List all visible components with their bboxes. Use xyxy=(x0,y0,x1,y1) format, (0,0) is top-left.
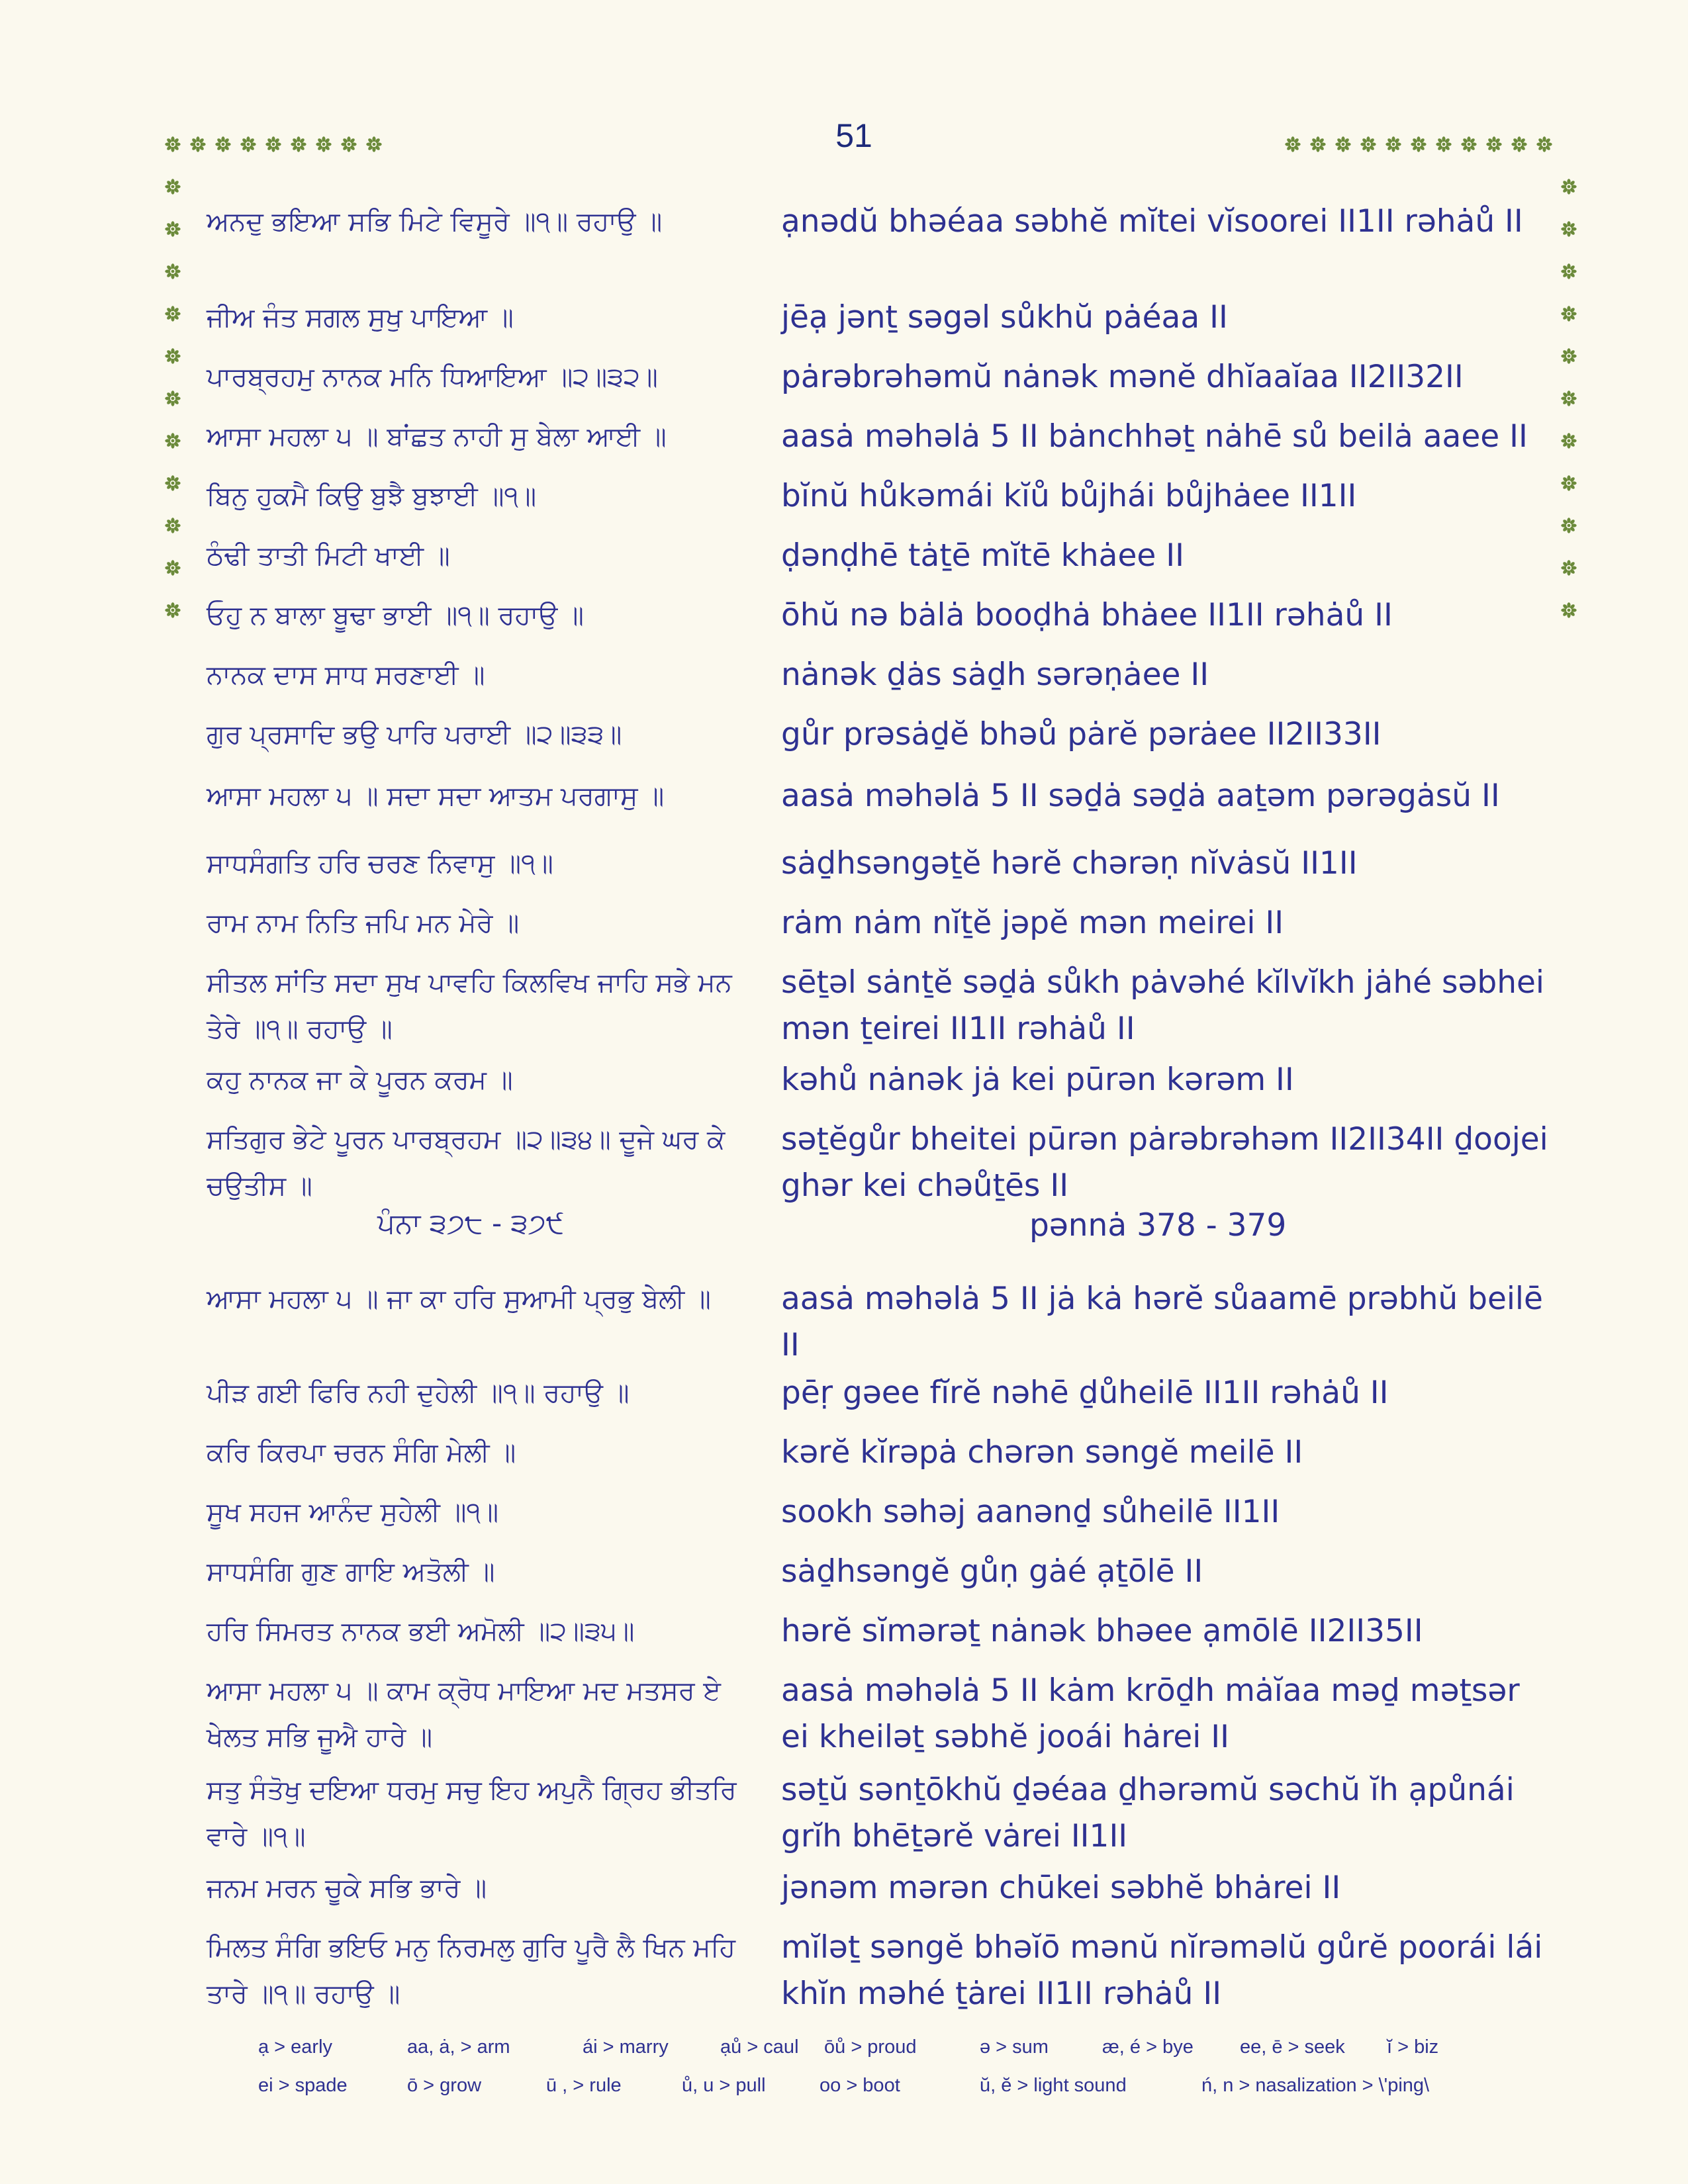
flower-icon xyxy=(240,136,257,153)
gurmukhi-text: ਰਾਮ ਨਾਮ ਨਿਤਿ ਜਪਿ ਮਨ ਮੇਰੇ ॥ xyxy=(207,908,520,938)
flower-icon xyxy=(1560,602,1577,619)
flower-icon xyxy=(1435,136,1452,153)
gurmukhi-text: ਨਾਨਕ ਦਾਸ ਸਾਧ ਸਰਣਾਈ ॥ xyxy=(207,660,485,690)
page-number: 51 xyxy=(835,117,872,154)
panna-label-gurmukhi: ਪੰਨਾ ੩੭੮ - ੩੭੯ xyxy=(377,1207,565,1240)
legend-item: ạ > early xyxy=(258,2036,333,2058)
gurmukhi-text: ਪਾਰਬ੍ਰਹਮੁ ਨਾਨਕ ਮਨਿ ਧਿਆਇਆ ॥੨॥੩੨॥ xyxy=(207,362,658,392)
legend-item: ŭ, ĕ > light sound xyxy=(980,2075,1127,2096)
flower-icon xyxy=(164,347,181,365)
gurmukhi-text: ਜਨਮ ਮਰਨ ਚੂਕੇ ਸਭਿ ਭਾਰੇ ॥ xyxy=(207,1873,487,1903)
flower-icon xyxy=(164,178,181,195)
gurmukhi-text: ਸੀਤਲ ਸਾਂਤਿ ਸਦਾ ਸੁਖ ਪਾਵਹਿ ਕਿਲਵਿਖ ਜਾਹਿ ਸਭੇ ਮਨ ਤੇਰੇ ॥੧॥ ਰਹਾਉ ॥ xyxy=(207,968,732,1044)
transliteration-text: pȧrəbrəhəmŭ nȧnək mənĕ dhĭaaĭaa II2II32II xyxy=(781,359,1464,395)
gurmukhi-text: ਕਹੁ ਨਾਨਕ ਜਾ ਕੇ ਪੂਰਨ ਕਰਮ ॥ xyxy=(207,1065,513,1095)
gurmukhi-text: ਬਿਨੁ ਹੁਕਮੈ ਕਿਉ ਬੁਝੈ ਬੁਝਾਈ ॥੧॥ xyxy=(207,481,537,512)
gurmukhi-text: ਸਾਧਸੰਗਤਿ ਹਰਿ ਚਰਣ ਨਿਵਾਸੁ ॥੧॥ xyxy=(207,848,553,879)
panna-label-translit: pənnȧ 378 - 379 xyxy=(1029,1207,1287,1244)
legend-item: ū , > rule xyxy=(546,2075,622,2096)
flower-icon xyxy=(1410,136,1427,153)
flower-icon xyxy=(315,136,332,153)
transliteration-text: jənəm mərən chūkei səbhĕ bhȧrei II xyxy=(781,1870,1341,1906)
transliteration-text: sēṯəl sȧnṯĕ səḏȧ sůkh pȧvəhé kĭlvĭkh jȧhé səbhei mən ṯeirei II1II rəhȧů II xyxy=(781,964,1544,1047)
flower-icon xyxy=(1460,136,1477,153)
flower-icon xyxy=(340,136,357,153)
gurmukhi-text: ਠੰਢੀ ਤਾਤੀ ਮਿਟੀ ਖਾਈ ॥ xyxy=(207,541,450,571)
flower-icon xyxy=(164,517,181,534)
legend-item: ń, n > nasalization > \'ping\ xyxy=(1201,2075,1430,2096)
transliteration-text: səṯĕgůr bheitei pūrən pȧrəbrəhəm II2II34II ḏoojei ghər kei chəůṯēs II xyxy=(781,1121,1548,1204)
flower-icon xyxy=(1560,263,1577,280)
transliteration-text: bĭnŭ hůkəmái kĭů bůjhái bůjhȧee II1II xyxy=(781,478,1357,514)
gurmukhi-text: ਹਰਿ ਸਿਮਰਤ ਨਾਨਕ ਭਈ ਅਮੋਲੀ ॥੨॥੩੫॥ xyxy=(207,1616,635,1647)
flower-icon xyxy=(1485,136,1503,153)
gurmukhi-text: ਜੀਅ ਜੰਤ ਸਗਲ ਸੁਖੁ ਪਾਇਆ ॥ xyxy=(207,302,514,333)
flower-icon xyxy=(214,136,232,153)
flower-icon xyxy=(1560,220,1577,238)
transliteration-text: jēạ jənṯ səgəl sůkhŭ pȧéaa II xyxy=(781,299,1228,336)
gurmukhi-text: ਸੂਖ ਸਹਜ ਆਨੰਦ ਸੁਹੇਲੀ ॥੧॥ xyxy=(207,1497,499,1527)
flower-icon xyxy=(1511,136,1528,153)
transliteration-text: pēṛ gəee fĭrĕ nəhē ḏůheilē II1II rəhȧů II xyxy=(781,1375,1389,1411)
flower-icon xyxy=(1560,475,1577,492)
flower-icon xyxy=(1560,305,1577,322)
flower-icon xyxy=(365,136,383,153)
transliteration-text: kərĕ kĭrəpȧ chərən səngĕ meilē II xyxy=(781,1434,1303,1471)
flower-icon xyxy=(1309,136,1327,153)
legend-item: ů, u > pull xyxy=(682,2075,766,2096)
transliteration-text: kəhů nȧnək jȧ kei pūrən kərəm II xyxy=(781,1062,1294,1098)
transliteration-text: aasȧ məhəlȧ 5 II səḏȧ səḏȧ aaṯəm pərəgȧsŭ II xyxy=(781,778,1500,814)
flower-icon xyxy=(164,602,181,619)
transliteration-text: sȧḏhsəngəṯĕ hərĕ chərəṇ nĭvȧsŭ II1II xyxy=(781,845,1358,882)
gurmukhi-text: ਆਸਾ ਮਹਲਾ ੫ ॥ ਬਾਂਛਤ ਨਾਹੀ ਸੁ ਬੇਲਾ ਆਈ ॥ xyxy=(207,422,667,452)
flower-icon xyxy=(164,136,181,153)
transliteration-text: aasȧ məhəlȧ 5 II kȧm krōḏh mȧĭaa məḏ məṯsər ei kheiləṯ səbhĕ jooái hȧrei II xyxy=(781,1672,1520,1755)
flower-icon xyxy=(164,305,181,322)
gurmukhi-text: ਸਤਿਗੁਰ ਭੇਟੇ ਪੂਰਨ ਪਾਰਬ੍ਰਹਮ ॥੨॥੩੪॥ ਦੂਜੇ ਘਰ ਕੇ ਚਉਤੀਸ ॥ xyxy=(207,1124,726,1201)
gurmukhi-text: ਅਨਦੁ ਭਇਆ ਸਭਿ ਮਿਟੇ ਵਿਸੂਰੇ ॥੧॥ ਰਹਾਉ ॥ xyxy=(207,206,663,237)
gurmukhi-text: ਕਰਿ ਕਿਰਪਾ ਚਰਨ ਸੰਗਿ ਮੇਲੀ ॥ xyxy=(207,1437,516,1468)
transliteration-text: aasȧ məhəlȧ 5 II bȧnchhəṯ nȧhē sů beilȧ aaee II xyxy=(781,418,1528,455)
gurmukhi-text: ਸਤੁ ਸੰਤੋਖੁ ਦਇਆ ਧਰਮੁ ਸਚੁ ਇਹ ਅਪੁਨੈ ਗ੍ਰਿਹ ਭੀਤਰਿ ਵਾਰੇ ॥੧॥ xyxy=(207,1775,737,1852)
flower-icon xyxy=(1284,136,1301,153)
gurmukhi-text: ਆਸਾ ਮਹਲਾ ੫ ॥ ਜਾ ਕਾ ਹਰਿ ਸੁਆਮੀ ਪ੍ਰਭੁ ਬੇਲੀ ॥ xyxy=(207,1284,711,1314)
flower-icon xyxy=(1560,517,1577,534)
legend-item: ei > spade xyxy=(258,2075,348,2096)
gurmukhi-text: ਆਸਾ ਮਹਲਾ ੫ ॥ ਕਾਮ ਕ੍ਰੋਧ ਮਾਇਆ ਮਦ ਮਤਸਰ ਏ ਖੇਲਤ ਸਭਿ ਜੂਐ ਹਾਰੇ ॥ xyxy=(207,1676,722,1752)
flower-icon xyxy=(1560,559,1577,576)
gurmukhi-text: ਪੀੜ ਗਈ ਫਿਰਿ ਨਹੀ ਦੁਹੇਲੀ ॥੧॥ ਰਹਾਉ ॥ xyxy=(207,1378,630,1408)
flower-icon xyxy=(164,263,181,280)
flower-icon xyxy=(164,475,181,492)
transliteration-text: aasȧ məhəlȧ 5 II jȧ kȧ hərĕ sůaamē prəbhŭ beilē II xyxy=(781,1281,1543,1363)
transliteration-text: hərĕ sĭmərəṯ nȧnək bhəee ạmōlē II2II35II xyxy=(781,1613,1423,1649)
legend-item: oo > boot xyxy=(820,2075,900,2096)
flower-icon xyxy=(164,432,181,449)
transliteration-text: nȧnək ḏȧs sȧḏh sərəṇȧee II xyxy=(781,657,1209,693)
legend-item: aa, ȧ, > arm xyxy=(407,2036,510,2058)
transliteration-text: ḍənḍhē tȧṯē mĭtē khȧee II xyxy=(781,537,1184,574)
transliteration-text: ōhŭ nə bȧlȧ booḍhȧ bhȧee II1II rəhȧů II xyxy=(781,597,1393,633)
flower-icon xyxy=(1560,178,1577,195)
flower-icon xyxy=(164,559,181,576)
legend-item: ō > grow xyxy=(407,2075,482,2096)
legend-item: ái > marry xyxy=(583,2036,669,2058)
transliteration-text: sȧḏhsəngĕ gůṇ gȧé ạṯōlē II xyxy=(781,1553,1203,1590)
flower-icon xyxy=(164,390,181,407)
transliteration-text: ạnədŭ bhəéaa səbhĕ mĭtei vĭsoorei II1II rəhȧů II xyxy=(781,203,1523,240)
gurmukhi-text: ਗੁਰ ਪ੍ਰਸਾਦਿ ਭਉ ਪਾਰਿ ਪਰਾਈ ॥੨॥੩੩॥ xyxy=(207,719,622,750)
gurmukhi-text: ਆਸਾ ਮਹਲਾ ੫ ॥ ਸਦਾ ਸਦਾ ਆਤਮ ਪਰਗਾਸੁ ॥ xyxy=(207,781,665,811)
legend-item: ĭ > biz xyxy=(1387,2036,1439,2058)
flower-icon xyxy=(290,136,307,153)
legend-item: ə > sum xyxy=(980,2036,1049,2058)
legend-item: ōů > proud xyxy=(824,2036,917,2058)
gurmukhi-text: ਮਿਲਤ ਸੰਗਿ ਭਇਓ ਮਨੁ ਨਿਰਮਲੁ ਗੁਰਿ ਪੂਰੈ ਲੈ ਖਿਨ ਮਹਿ ਤਾਰੇ ॥੧॥ ਰਹਾਉ ॥ xyxy=(207,1933,736,2009)
flower-icon xyxy=(1536,136,1553,153)
legend-item: æ, é > bye xyxy=(1102,2036,1194,2058)
transliteration-text: sookh səhəj aanənḏ sůheilē II1II xyxy=(781,1494,1280,1530)
transliteration-text: mĭləṯ səngĕ bhəĭō mənŭ nĭrəməlŭ gůrĕ poorái lái khĭn məhé ṯȧrei II1II rəhȧů II xyxy=(781,1929,1543,2012)
transliteration-text: rȧm nȧm nĭṯĕ jəpĕ mən meirei II xyxy=(781,905,1284,941)
transliteration-text: səṯŭ sənṯōkhŭ ḏəéaa ḏhərəmŭ səchŭ ĭh ạpůnái grĭh bhēṯərĕ vȧrei II1II xyxy=(781,1772,1515,1854)
flower-icon xyxy=(1560,390,1577,407)
flower-icon xyxy=(1560,432,1577,449)
flower-icon xyxy=(1385,136,1402,153)
flower-icon xyxy=(1360,136,1377,153)
flower-icon xyxy=(1335,136,1352,153)
legend-item: ee, ē > seek xyxy=(1240,2036,1345,2058)
transliteration-text: gůr prəsȧḏĕ bhəů pȧrĕ pərȧee II2II33II xyxy=(781,716,1382,752)
flower-icon xyxy=(189,136,207,153)
flower-icon xyxy=(164,220,181,238)
gurmukhi-text: ਸਾਧਸੰਗਿ ਗੁਣ ਗਾਇ ਅਤੋਲੀ ॥ xyxy=(207,1557,495,1587)
legend-item: ạů > caul xyxy=(720,2036,799,2058)
gurmukhi-text: ਓਹੁ ਨ ਬਾਲਾ ਬੂਢਾ ਭਾਈ ॥੧॥ ਰਹਾਉ ॥ xyxy=(207,600,585,631)
flower-icon xyxy=(1560,347,1577,365)
flower-icon xyxy=(265,136,282,153)
